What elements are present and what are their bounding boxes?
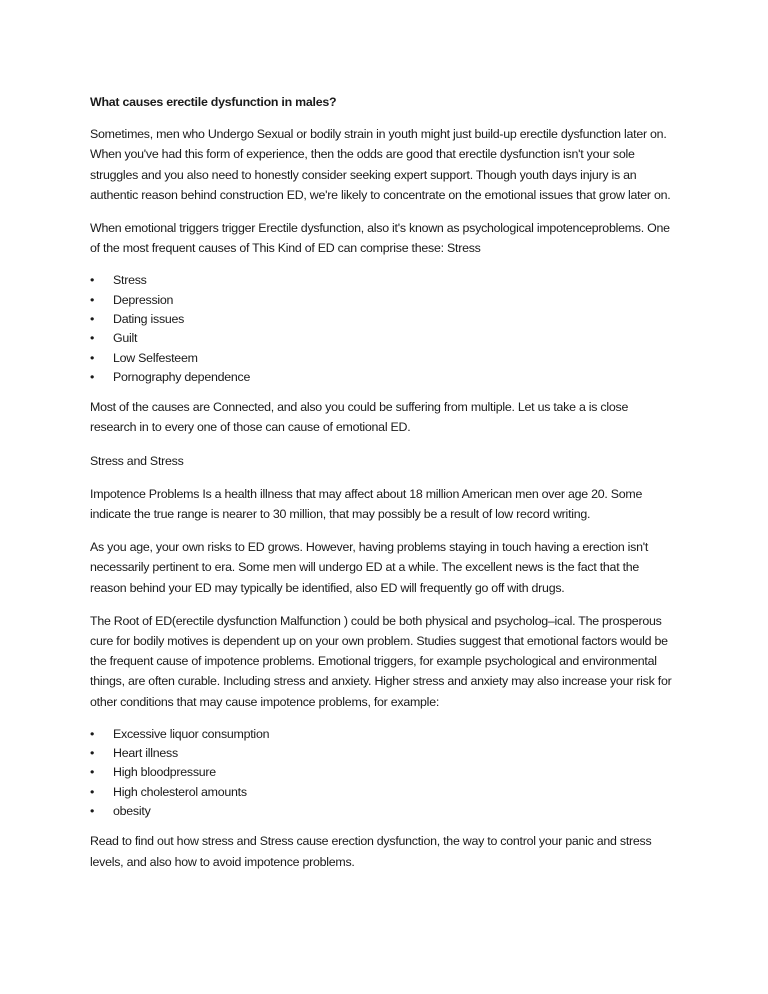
list-item-text: Low Selfesteem [113, 350, 198, 365]
list-item-text: High bloodpressure [113, 765, 216, 780]
bullet-icon: • [90, 331, 95, 346]
list-item [90, 271, 676, 290]
paragraph-statistics: Impotence Problems Is a health illness that may affect about 18 million American men over age 20. Some indicate the true range is nearer to 30 million, that may possibly be a result of low record writing. [90, 486, 643, 522]
list-item-text: obesity [113, 804, 151, 819]
paragraph-root-of-ed: The Root of ED(erectile dysfunction Malfunction ) could be both physical and psycholog–ical. The prosperous cure for bodily motives is dependent up on your own problem. Studies suggest that emotional factors would be the frequent cause of impotence problems. Emotional triggers, for example psychological and environmental things, are often curable. Including stress and anxiety. Higher stress and anxiety may also increase your risk for other conditions that may cause impotence problems, for example: [90, 613, 672, 709]
bullet-icon: • [90, 292, 95, 307]
paragraph-subheading: Stress and Stress [90, 453, 184, 468]
list-item [90, 802, 676, 821]
list-item [90, 349, 676, 368]
bullet-icon: • [90, 369, 95, 384]
paragraph-closing: Read to find out how stress and Stress cause erection dysfunction, the way to control your panic and stress levels, and also how to avoid impotence problems. [90, 834, 652, 869]
document-heading: What causes erectile dysfunction in males? [90, 95, 337, 109]
bullet-icon: • [90, 784, 95, 799]
list-item-text: Excessive liquor consumption [113, 726, 270, 741]
paragraph-age-risk: As you age, your own risks to ED grows. However, having problems staying in touch having a erection isn't necessarily pertinent to era. Some men will undergo ED at a while. The excellent news is the fact that the reason behind your ED may typically be identified, also ED will frequently go off with drugs. [90, 540, 649, 595]
bullet-icon: • [90, 746, 95, 761]
list-item-text: Stress [113, 273, 147, 288]
bullet-icon: • [90, 312, 95, 327]
bullet-icon: • [90, 726, 95, 741]
list-item [90, 368, 676, 387]
list-item-text: Pornography dependence [113, 369, 251, 384]
bullet-icon: • [90, 765, 95, 780]
bullet-icon: • [90, 804, 95, 819]
paragraph-intro: Sometimes, men who Undergo Sexual or bodily strain in youth might just build-up erectile dysfunction later on. When you've had this form of experience, then the odds are good that erectile dysfunction isn't your sole struggles and you also need to honestly consider seeking expert support. Though youth days injury is an authentic reason behind construction ED, we're likely to concentrate on the emotional issues that grow later on. [90, 127, 671, 202]
bullet-icon: • [90, 273, 95, 288]
list-item [90, 744, 676, 763]
list-item [90, 329, 676, 348]
list-item [90, 310, 676, 329]
list-item-text: Guilt [113, 331, 138, 346]
risk-conditions-list [90, 725, 676, 821]
list-item [90, 291, 676, 310]
paragraph-emotional-triggers: When emotional triggers trigger Erectile dysfunction, also it's known as psychological impotenceproblems. One of the most frequent causes of This Kind of ED can comprise these: Stress [90, 221, 670, 256]
paragraph-connected-causes: Most of the causes are Connected, and also you could be suffering from multiple. Let us take a is close research in to every one of those can cause of emotional ED. [90, 400, 629, 435]
list-item-text: Depression [113, 292, 174, 307]
list-item [90, 763, 676, 782]
list-item-text: Dating issues [113, 312, 185, 327]
list-item [90, 783, 676, 802]
list-item-text: Heart illness [113, 746, 178, 761]
list-item [90, 725, 676, 744]
list-item-text: High cholesterol amounts [113, 784, 247, 799]
bullet-icon: • [90, 350, 95, 365]
causes-list [90, 271, 676, 387]
